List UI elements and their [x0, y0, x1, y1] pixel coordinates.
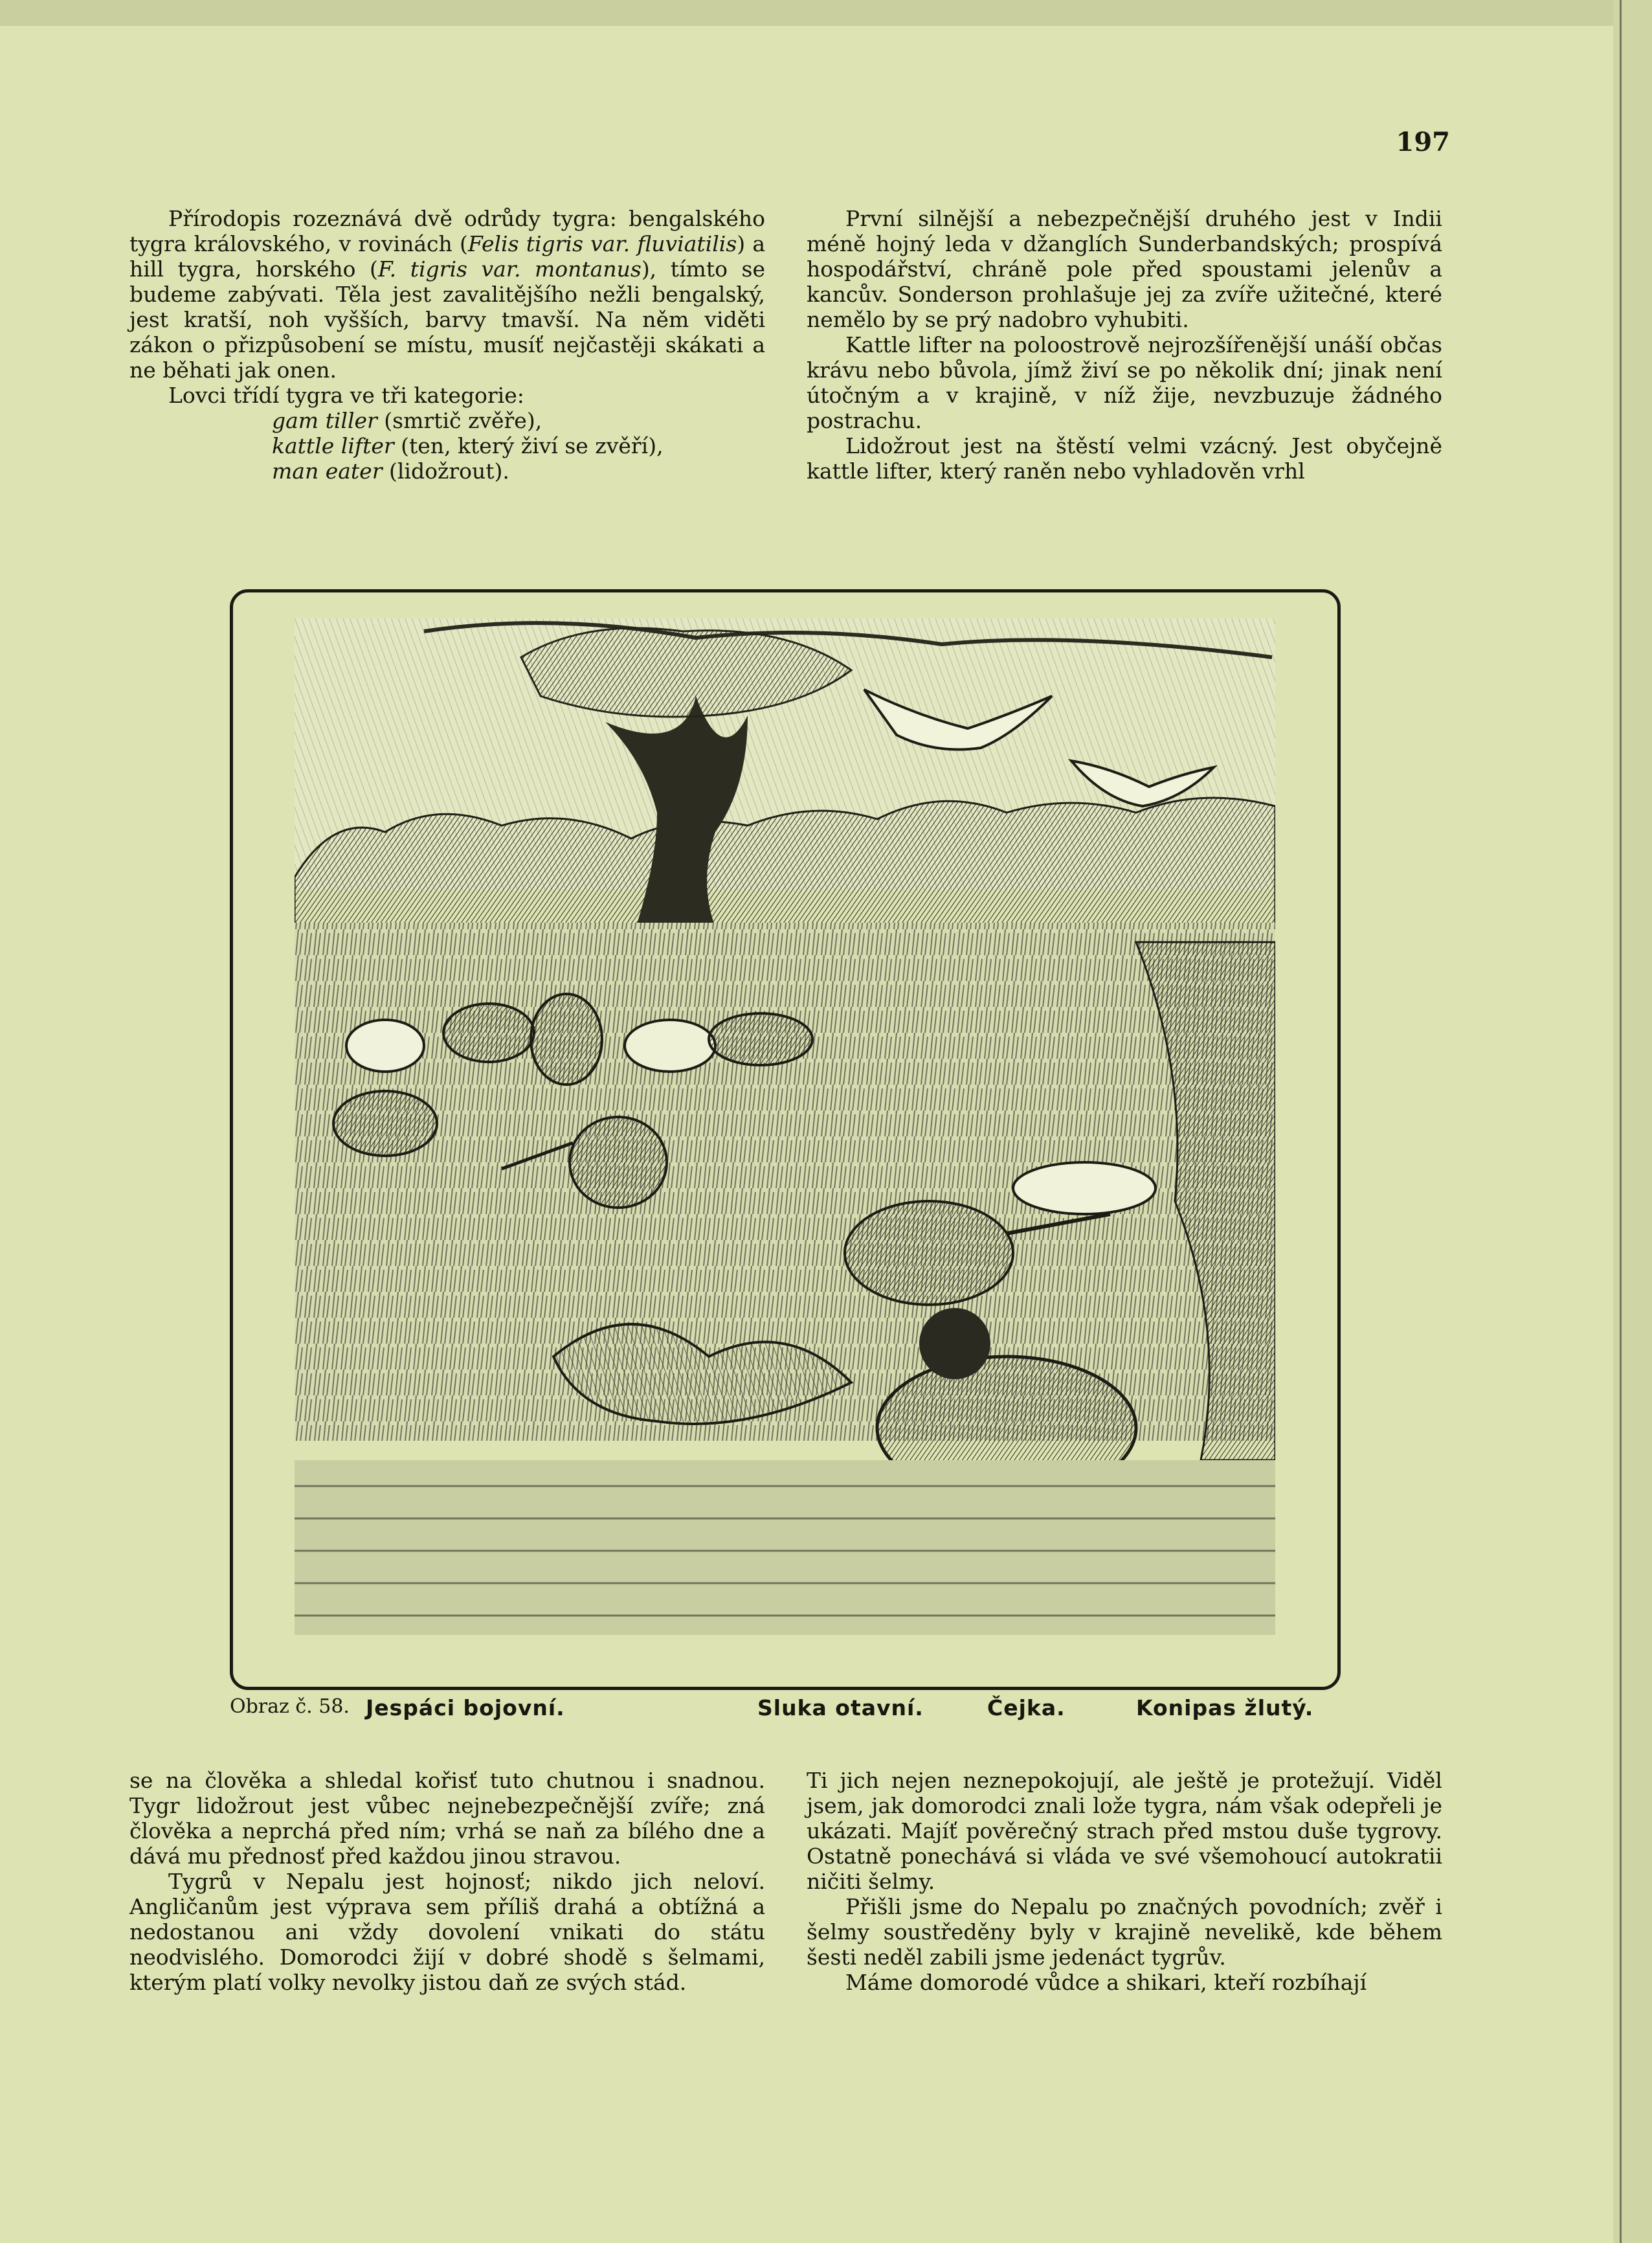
- figure-number: Obraz č. 58.: [230, 1695, 350, 1718]
- figure-caption: [230, 1695, 1341, 1726]
- paragraph: se na člověka a shledal kořisť tuto chutnou i snadnou. Tygr lidožrout jest vůbec nejnebezpečnější zvíře; zná člověka a neprchá před ním; vrhá se naň za bílého dne a dává mu přednosť před každou jinou stravou.: [129, 1768, 765, 1869]
- column-top-right: [807, 206, 1442, 484]
- page-top-edge: [0, 0, 1652, 26]
- bird-engraving-illustration: [295, 618, 1275, 1635]
- caption-ruff: Jespáci bojovní.: [366, 1695, 565, 1720]
- paragraph: Máme domorodé vůdce a shikari, kteří rozbíhají: [845, 1970, 1367, 1995]
- paragraph: Přírodopis rozeznává dvě odrůdy tygra: bengalského tygra královského, v rovinách (Felis tigris var. fluviatilis) a hill tygra, horského (F. tigris var. montanus), tímto se budeme zabývati. Těla jest zavalitějšího nežli bengalský, jest kratší, noh vyšších, barvy tmavší. Na něm viděti zákon o přizpůsobení se místu, musíť nejčastěji skákati a ne běhati jak onen.: [129, 206, 766, 383]
- caption-lapwing: Čejka.: [987, 1695, 1066, 1720]
- page-number: 197: [1396, 127, 1450, 157]
- list-item: gam tiller (smrtič zvěře),: [272, 408, 542, 433]
- latin-name: F. tigris var. montanus: [377, 256, 642, 282]
- column-top-left: [129, 206, 765, 484]
- caption-snipe: Sluka otavní.: [757, 1695, 924, 1720]
- list-item: man eater (lidožrout).: [272, 458, 509, 484]
- paragraph: Ti jich nejen neznepokojují, ale ještě je protežují. Viděl jsem, jak domorodci znali lože tygra, nám však odepřeli je ukázati. Majíť pověrečný strach před mstou duše tygrovy. Ostatně ponechává si vláda ve své všemohoucí autokratii ničiti šelmy.: [807, 1768, 1442, 1894]
- paragraph: Lovci třídí tygra ve tři kategorie:: [168, 383, 524, 408]
- column-bottom-left: [129, 1768, 765, 1995]
- paragraph: Tygrů v Nepalu jest hojnosť; nikdo jich neloví. Angličanům jest výprava sem příliš drahá a obtížná a nedostanou ani vždy dovolení vnikati do státu neodvislého. Domorodci žijí v dobré shodě s šelmami, kterým platí volky nevolky jistou daň ze svých stád.: [129, 1869, 765, 1995]
- latin-name: Felis tigris var. fluviatilis: [467, 231, 737, 256]
- paragraph: Kattle lifter na poloostrově nejrozšířenější unáší občas krávu nebo bůvola, jímž živí se po několik dní; jinak není útočným a v krajině, v níž žije, nevzbuzuje žádného postrachu.: [807, 332, 1442, 433]
- column-bottom-right: [807, 1768, 1442, 1995]
- paragraph: Přišli jsme do Nepalu po značných povodních; zvěř i šelmy soustředěny byly v krajině nevelikě, kde během šesti neděl zabili jsme jedenáct tygrův.: [807, 1894, 1442, 1970]
- page-right-edge: [1613, 0, 1652, 2243]
- list-item: kattle lifter (ten, který živí se zvěří),: [272, 433, 664, 458]
- paragraph: Lidožrout jest na štěstí velmi vzácný. Jest obyčejně kattle lifter, který raněn nebo vyhladověn vrhl: [807, 433, 1442, 484]
- caption-wagtail: Konipas žlutý.: [1136, 1695, 1314, 1720]
- paragraph: První silnější a nebezpečnější druhého jest v Indii méně hojný leda v džanglích Sunderbandských; prospívá hospodářství, chráně pole před spoustami jelenův a kancův. Sonderson prohlašuje jej za zvíře užitečné, které nemělo by se prý nadobro vyhubiti.: [807, 206, 1442, 332]
